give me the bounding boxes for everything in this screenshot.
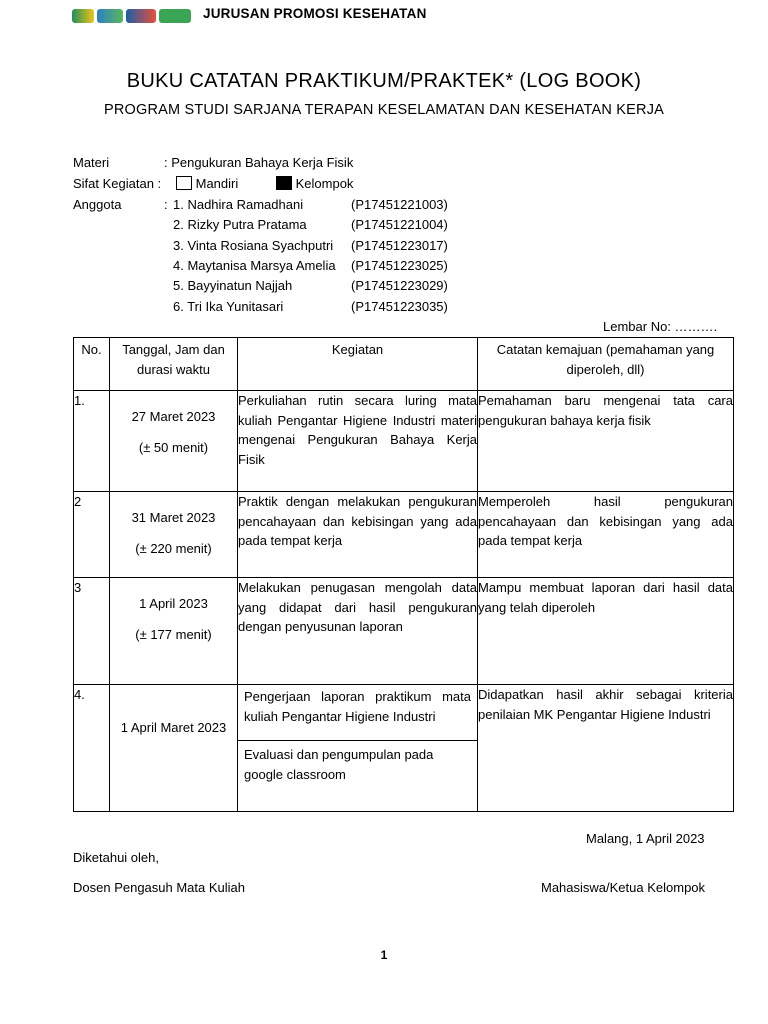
member-name: 5. Bayyinatun Najjah <box>173 278 293 293</box>
row-no: 2 <box>74 492 110 578</box>
institution-name: JURUSAN PROMOSI KESEHATAN <box>203 6 427 21</box>
member-nim: (P17451223035) <box>351 299 448 314</box>
header-no: No. <box>74 338 110 391</box>
header-logos <box>72 7 191 25</box>
row-date-cell <box>110 578 238 685</box>
row-duration: (± 220 menit) <box>135 541 212 556</box>
poltekkes-logo <box>159 9 191 23</box>
member-nim: (P17451223029) <box>351 278 448 293</box>
row-kegiatan: Praktik dengan melakukan pengukuran pencahayaan dan kebisingan yang ada pada tempat kerja <box>238 492 478 578</box>
header-tanggal-line2: durasi waktu <box>137 362 210 377</box>
row-duration: (± 50 menit) <box>138 440 209 455</box>
row-kegiatan-2: Evaluasi dan pengumpulan pada google classroom <box>244 747 434 782</box>
place-date: Malang, 1 April 2023 <box>586 831 705 846</box>
germas-logo <box>97 9 123 23</box>
anggota-colon: : <box>164 197 168 212</box>
member-name: 3. Vinta Rosiana Syachputri <box>173 238 334 253</box>
row-date-cell <box>110 685 238 812</box>
member-nim: (P17451223025) <box>351 258 448 273</box>
row-catatan: Memperoleh hasil pengukuran pencahayaan dan kebisingan yang ada pada tempat kerja <box>478 492 734 578</box>
table-row <box>74 578 734 685</box>
table-header-row <box>74 338 734 391</box>
kelompok-checkbox <box>276 176 292 190</box>
materi-label: Materi <box>73 155 110 170</box>
row-no: 4. <box>74 685 110 812</box>
table-row <box>74 492 734 578</box>
header-tanggal-line1: Tanggal, Jam dan <box>122 342 225 357</box>
header-catatan-line2: diperoleh, dll) <box>566 362 645 377</box>
row-kegiatan: Pengerjaan laporan praktikum mata kuliah Pengantar Higiene Industri <box>238 685 477 741</box>
table-row <box>74 391 734 492</box>
row-date-cell <box>110 492 238 578</box>
header-tanggal <box>110 338 238 391</box>
document-subtitle: PROGRAM STUDI SARJANA TERAPAN KESELAMATAN DAN KESEHATAN KERJA <box>103 102 665 118</box>
row-kegiatan: Melakukan penugasan mengolah data yang didapat dari hasil pengukuran dengan penyusunan laporan <box>238 578 478 685</box>
header-catatan-line1: Catatan kemajuan (pemahaman yang <box>496 342 715 357</box>
row-no: 1. <box>74 391 110 492</box>
dosen-signature-label: Dosen Pengasuh Mata Kuliah <box>73 880 246 895</box>
member-name: 1. Nadhira Ramadhani <box>173 197 304 212</box>
blu-pk-logo <box>126 9 156 23</box>
header-catatan <box>478 338 734 391</box>
page-number: 1 <box>380 948 388 962</box>
lembar-number: Lembar No: ………. <box>603 319 718 334</box>
member-nim: (P17451223017) <box>351 238 448 253</box>
document-title: BUKU CATATAN PRAKTIKUM/PRAKTEK* (LOG BOOK) <box>126 70 642 92</box>
log-table <box>73 337 734 812</box>
row-date: 27 Maret 2023 <box>131 409 216 424</box>
table-row <box>74 685 734 812</box>
sifat-label: Sifat Kegiatan : <box>73 176 162 191</box>
row-kegiatan-cell <box>238 685 478 812</box>
kelompok-label: Kelompok <box>295 176 354 191</box>
materi-value: : Pengukuran Bahaya Kerja Fisik <box>164 155 354 170</box>
mahasiswa-signature-label: Mahasiswa/Ketua Kelompok <box>541 880 706 895</box>
mandiri-checkbox <box>176 176 192 190</box>
anggota-label: Anggota <box>73 197 122 212</box>
diketahui-label: Diketahui oleh, <box>73 850 159 865</box>
member-name: 4. Maytanisa Marsya Amelia <box>173 258 336 273</box>
kelompok-option <box>276 176 353 191</box>
row-duration: (± 177 menit) <box>135 627 212 642</box>
row-no: 3 <box>74 578 110 685</box>
row-catatan: Pemahaman baru mengenai tata cara pengukuran bahaya kerja fisik <box>478 391 734 492</box>
row-date: 1 April 2023 <box>139 596 208 611</box>
mandiri-option <box>176 176 238 191</box>
row-date: 1 April Maret 2023 <box>120 720 227 735</box>
kemenkes-logo <box>72 9 94 23</box>
member-name: 2. Rizky Putra Pratama <box>173 217 307 232</box>
member-nim: (P17451221004) <box>351 217 448 232</box>
row-catatan: Mampu membuat laporan dari hasil data yang telah diperoleh <box>478 578 734 685</box>
row-date: 31 Maret 2023 <box>131 510 216 525</box>
row-date-cell <box>110 391 238 492</box>
row-catatan: Didapatkan hasil akhir sebagai kriteria penilaian MK Pengantar Higiene Industri <box>478 685 734 812</box>
member-nim: (P17451221003) <box>351 197 448 212</box>
header-kegiatan: Kegiatan <box>238 338 478 391</box>
member-name: 6. Tri Ika Yunitasari <box>173 299 284 314</box>
row-kegiatan: Perkuliahan rutin secara luring mata kuliah Pengantar Higiene Industri materi mengenai Pengukuran Bahaya Kerja Fisik <box>238 391 478 492</box>
mandiri-label: Mandiri <box>195 176 239 191</box>
